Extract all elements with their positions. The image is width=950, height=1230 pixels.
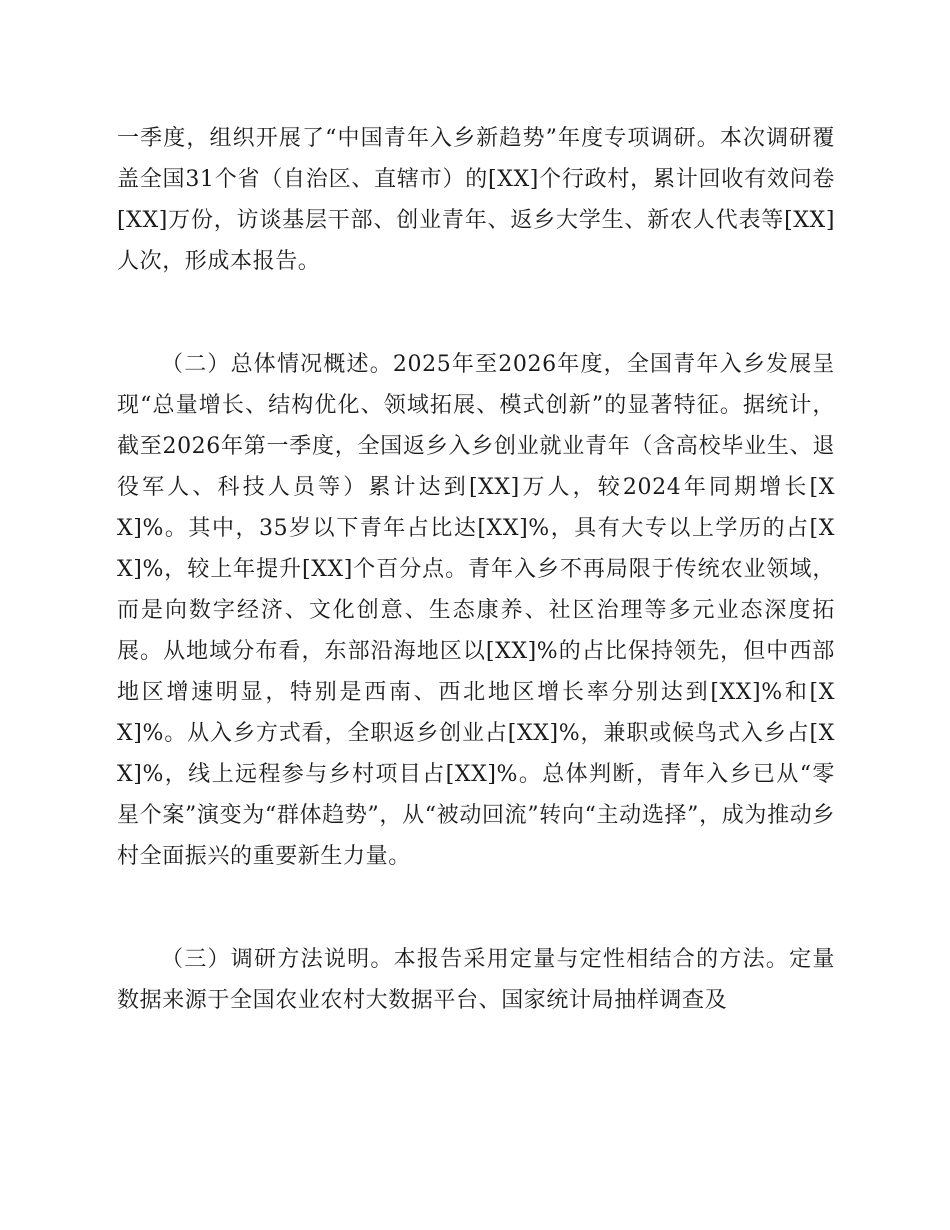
paragraph-intro-continued: 一季度，组织开展了“中国青年入乡新趋势”年度专项调研。本次调研覆盖全国31个省（自治区、直辖市）的[XX]个行政村，累计回收有效问卷[XX]万份，访谈基层干部、创业青年、返乡大学生、新农人代表等[XX]人次，形成本报告。 bbox=[117, 126, 835, 274]
document-page bbox=[117, 118, 835, 1021]
paragraph-overall-overview: （二）总体情况概述。2025年至2026年度，全国青年入乡发展呈现“总量增长、结构优化、领域拓展、模式创新”的显著特征。据统计，截至2026年第一季度，全国返乡入乡创业就业青年（含高校毕业生、退役军人、科技人员等）累计达到[XX]万人，较2024年同期增长[XX]%。其中，35岁以下青年占比达[XX]%，具有大专以上学历的占[XX]%，较上年提升[XX]个百分点。青年入乡不再局限于传统农业领域，而是向数字经济、文化创意、生态康养、社区治理等多元业态深度拓展。从地域分布看，东部沿海地区以[XX]%的占比保持领先，但中西部地区增速明显，特别是西南、西北地区增长率分别达到[XX]%和[XX]%。从入乡方式看，全职返乡创业占[XX]%，兼职或候鸟式入乡占[XX]%，线上远程参与乡村项目占[XX]%。总体判断，青年入乡已从“零星个案”演变为“群体趋势”，从“被动回流”转向“主动选择”，成为推动乡村全面振兴的重要新生力量。 bbox=[117, 352, 835, 869]
paragraph-research-method: （三）调研方法说明。本报告采用定量与定性相结合的方法。定量数据来源于全国农业农村大数据平台、国家统计局抽样调查及 bbox=[117, 947, 835, 1013]
